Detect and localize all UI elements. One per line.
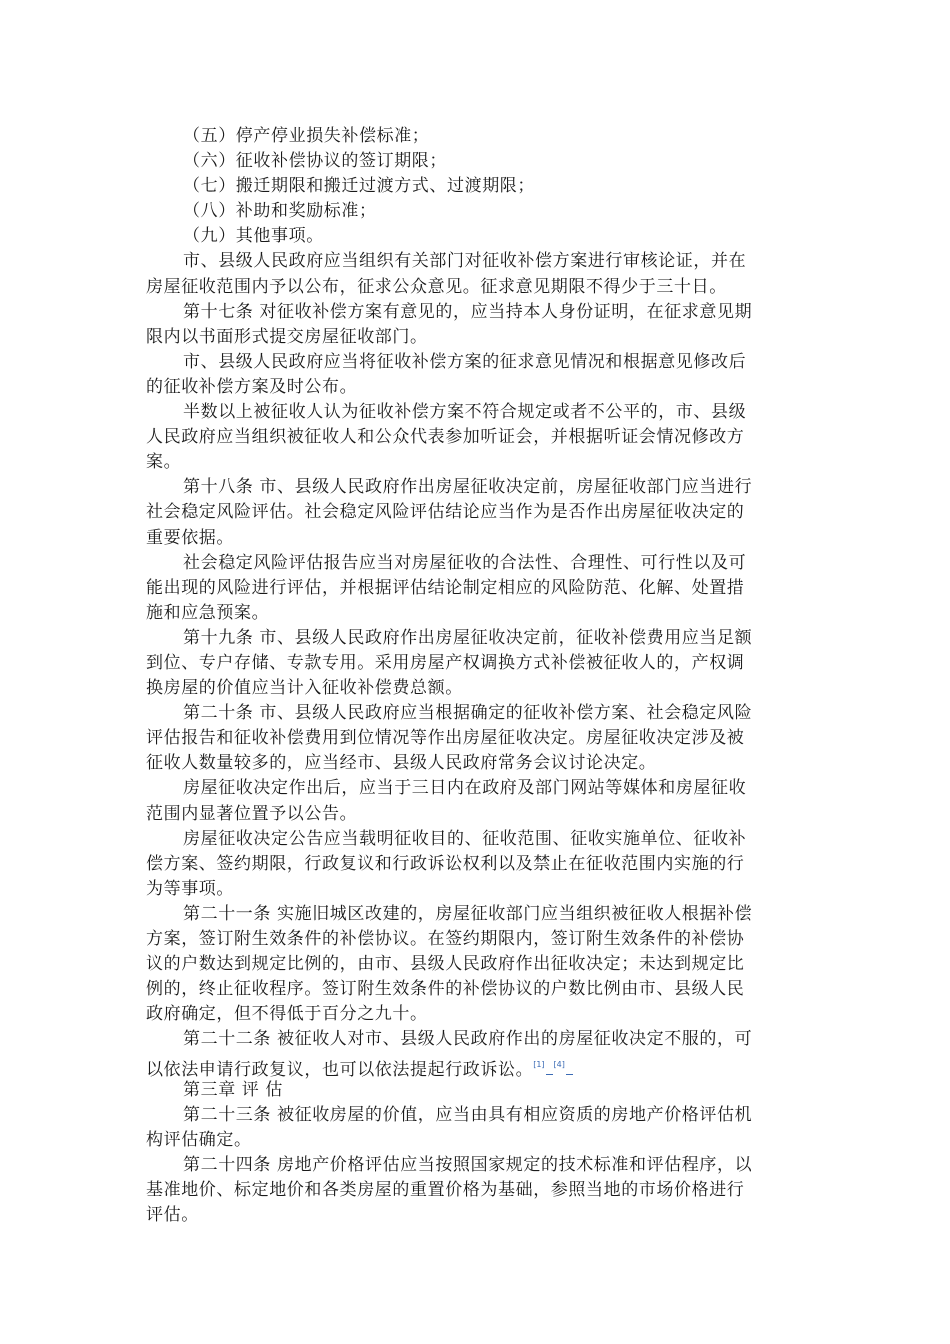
line-text: 第二十二条 被征收人对市、县级人民政府作出的房屋征收决定不服的，可	[183, 1029, 753, 1050]
line-text: 房屋征收决定作出后，应当于三日内在政府及部门网站等媒体和房屋征收	[183, 778, 747, 799]
line-text: 例的，终止征收程序。签订附生效条件的补偿协议的户数比例由市、县级人民	[146, 979, 745, 1000]
text-line	[146, 1203, 806, 1228]
line-text: 第二十一条 实施旧城区改建的，房屋征收部门应当组织被征收人根据补偿	[183, 903, 753, 924]
line-text: 限内以书面形式提交房屋征收部门。	[146, 326, 428, 347]
text-line	[146, 224, 806, 249]
line-text: 议的户数达到规定比例的，由市、县级人民政府作出征收决定；未达到规定比	[146, 954, 745, 975]
line-text: 第十七条 对征收补偿方案有意见的，应当持本人身份证明，在征求意见期	[183, 301, 753, 322]
text-line	[146, 249, 806, 274]
text-line	[146, 551, 806, 576]
footnote-ref-link[interactable]: [1]	[533, 1060, 545, 1070]
text-line	[146, 1027, 806, 1052]
line-text: 方案，签订附生效条件的补偿协议。在签约期限内，签订附生效条件的补偿协	[146, 929, 745, 949]
line-text: 重要依据。	[146, 527, 234, 548]
text-line	[146, 375, 806, 400]
line-text: 以依法申请行政复议，也可以依法提起行政诉讼。	[146, 1060, 534, 1081]
document-body	[146, 124, 806, 1228]
line-text: 构评估确定。	[146, 1129, 252, 1150]
text-line	[146, 651, 806, 676]
text-line	[146, 701, 806, 726]
text-line	[146, 676, 806, 701]
text-line	[146, 1103, 806, 1128]
line-text: 案。	[146, 452, 182, 473]
line-text: （八）补助和奖励标准；	[183, 201, 377, 222]
line-text: 征收人数量较多的，应当经市、县级人民政府常务会议讨论决定。	[146, 753, 657, 774]
text-line	[146, 877, 806, 902]
text-line	[146, 300, 806, 325]
line-text: 第三章 评 估	[183, 1079, 284, 1100]
line-text: 范围内显著位置予以公告。	[146, 803, 358, 824]
line-text: 政府确定，但不得低于百分之九十。	[146, 1004, 428, 1025]
line-text: 人民政府应当组织被征收人和公众代表参加听证会，并根据听证会情况修改方	[146, 427, 745, 448]
footnote-ref-link[interactable]: [4]	[553, 1060, 565, 1070]
text-line	[146, 626, 806, 651]
line-text: 第二十条 市、县级人民政府应当根据确定的征收补偿方案、社会稳定风险	[183, 703, 753, 724]
text-line	[146, 977, 806, 1002]
text-line	[146, 1178, 806, 1203]
line-text: 第二十三条 被征收房屋的价值，应当由具有相应资质的房地产价格评估机	[183, 1104, 753, 1125]
line-text: 换房屋的价值应当计入征收补偿费总额。	[146, 678, 463, 699]
text-line	[146, 400, 806, 425]
line-text: （六）征收补偿协议的签订期限；	[183, 151, 447, 172]
text-line	[146, 325, 806, 350]
line-text: 的征收补偿方案及时公布。	[146, 376, 358, 397]
text-line	[146, 852, 806, 877]
text-line	[146, 174, 806, 199]
text-line	[146, 576, 806, 601]
text-line	[146, 124, 806, 149]
line-text: 施和应急预案。	[146, 602, 270, 623]
text-line	[146, 927, 806, 952]
line-text: （七）搬迁期限和搬迁过渡方式、过渡期限；	[183, 176, 535, 197]
line-text: 第十八条 市、县级人民政府作出房屋征收决定前，房屋征收部门应当进行	[183, 477, 753, 498]
line-text: 为等事项。	[146, 878, 234, 899]
line-text: 第二十四条 房地产价格评估应当按照国家规定的技术标准和评估程序，以	[183, 1154, 753, 1175]
text-line	[146, 1128, 806, 1153]
text-line	[146, 726, 806, 751]
footnote-ref-underline	[566, 1060, 573, 1075]
line-text: 能出现的风险进行评估，并根据评估结论制定相应的风险防范、化解、处置措	[146, 577, 745, 598]
text-line	[146, 1078, 806, 1103]
text-line	[146, 952, 806, 977]
line-text: 房屋征收范围内予以公布，征求公众意见。征求意见期限不得少于三十日。	[146, 276, 727, 297]
line-text: 市、县级人民政府应当将征收补偿方案的征求意见情况和根据意见修改后	[183, 351, 747, 372]
line-text: 房屋征收决定公告应当载明征收目的、征收范围、征收实施单位、征收补	[183, 828, 747, 849]
text-line	[146, 802, 806, 827]
line-text: 社会稳定风险评估报告应当对房屋征收的合法性、合理性、可行性以及可	[183, 552, 747, 573]
line-text: 第十九条 市、县级人民政府作出房屋征收决定前，征收补偿费用应当足额	[183, 627, 753, 648]
text-line	[146, 601, 806, 626]
text-line	[146, 275, 806, 300]
text-line	[146, 425, 806, 450]
line-text: 基准地价、标定地价和各类房屋的重置价格为基础，参照当地的市场价格进行	[146, 1179, 745, 1200]
line-text: 半数以上被征收人认为征收补偿方案不符合规定或者不公平的，市、县级	[183, 402, 747, 423]
footnote-ref-underline	[546, 1060, 553, 1075]
text-line	[146, 1002, 806, 1027]
text-line	[146, 776, 806, 801]
line-text: 到位、专户存储、专款专用。采用房屋产权调换方式补偿被征收人的，产权调	[146, 652, 745, 673]
text-line	[146, 350, 806, 375]
text-line	[146, 475, 806, 500]
text-line	[146, 902, 806, 927]
line-text: 评估报告和征收补偿费用到位情况等作出房屋征收决定。房屋征收决定涉及被	[146, 728, 745, 749]
line-text: 评估。	[146, 1205, 199, 1226]
text-line	[146, 526, 806, 551]
text-line	[146, 149, 806, 174]
line-text: 偿方案、签约期限，行政复议和行政诉讼权利以及禁止在征收范围内实施的行	[146, 853, 745, 874]
text-line	[146, 199, 806, 224]
text-line	[146, 450, 806, 475]
line-text: 社会稳定风险评估。社会稳定风险评估结论应当作为是否作出房屋征收决定的	[146, 502, 745, 523]
text-line	[146, 1052, 806, 1081]
line-text: （九）其他事项。	[183, 226, 324, 247]
text-line	[146, 1153, 806, 1178]
text-line	[146, 500, 806, 525]
line-text: （五）停产停业损失补偿标准；	[183, 126, 430, 146]
line-text: 市、县级人民政府应当组织有关部门对征收补偿方案进行审核论证，并在	[183, 251, 747, 272]
text-line	[146, 827, 806, 852]
text-line	[146, 751, 806, 776]
